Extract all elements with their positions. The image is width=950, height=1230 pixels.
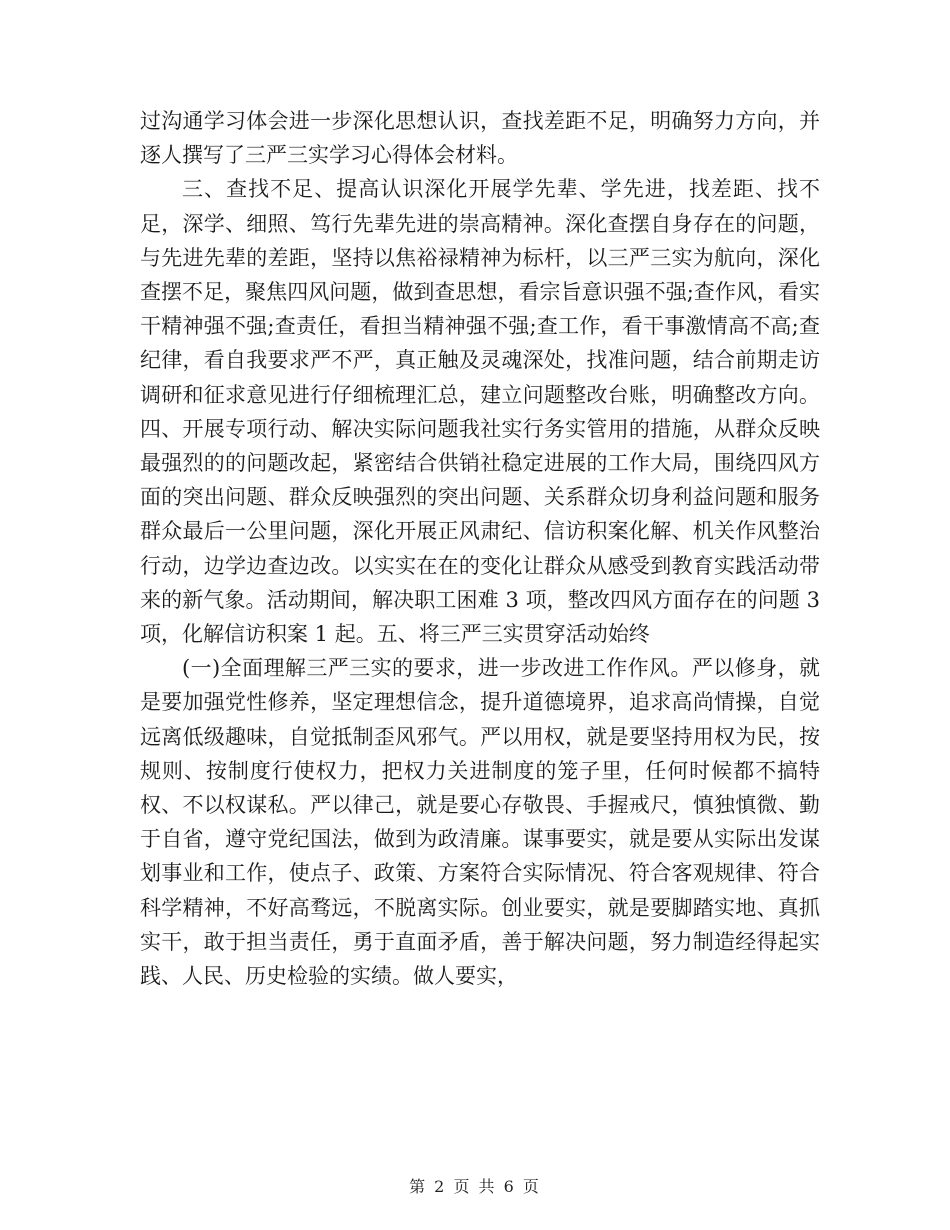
document-body: [140, 104, 820, 993]
paragraph-1: 过沟通学习体会进一步深化思想认识，查找差距不足，明确努力方向，并逐人撰写了三严三实学习心得体会材料。: [140, 109, 820, 168]
paragraph-2: 三、查找不足、提高认识深化开展学先辈、学先进，找差距、找不足，深学、细照、笃行先辈先进的崇高精神。深化查摆自身存在的问题，与先进先辈的差距，坚持以焦裕禄精神为标杆，以三严三实为航向，深化查摆不足，聚焦四风问题，做到查思想，看宗旨意识强不强;查作风，看实干精神强不强;查责任，看担当精神强不强;查工作，看干事激情高不高;查纪律，看自我要求严不严，真正触及灵魂深处，找准问题，结合前期走访调研和征求意见进行仔细梳理汇总，建立问题整改台账，明确整改方向。四、开展专项行动、解决实际问题我社实行务实管用的措施，从群众反映最强烈的的问题改起，紧密结合供销社稳定进展的工作大局，围绕四风方面的突出问题、群众反映强烈的突出问题、关系群众切身利益问题和服务群众最后一公里问题，深化开展正风肃纪、信访积案化解、机关作风整治行动，边学边查边改。以实实在在的变化让群众从感受到教育实践活动带来的新气象。活动期间，解决职工困难 3 项，整改四风方面存在的问题 3 项，化解信访积案 1 起。五、将三严三实贯穿活动始终: [140, 177, 820, 647]
paragraph-3: (一)全面理解三严三实的要求，进一步改进工作作风。严以修身，就是要加强党性修养，坚定理想信念，提升道德境界，追求高尚情操，自觉远离低级趣味，自觉抵制歪风邪气。严以用权，就是要坚持用权为民，按规则、按制度行使权力，把权力关进制度的笼子里，任何时候都不搞特权、不以权谋私。严以律己，就是要心存敬畏、手握戒尺，慎独慎微、勤于自省，遵守党纪国法，做到为政清廉。谋事要实，就是要从实际出发谋划事业和工作，使点子、政策、方案符合实际情况、符合客观规律、符合科学精神，不好高骛远，不脱离实际。创业要实，就是要脚踏实地、真抓实干，敢于担当责任，勇于直面矛盾，善于解决问题，努力制造经得起实践、人民、历史检验的实绩。做人要实，: [140, 656, 820, 989]
page-number-footer: 第 2 页 共 6 页: [409, 1177, 541, 1196]
